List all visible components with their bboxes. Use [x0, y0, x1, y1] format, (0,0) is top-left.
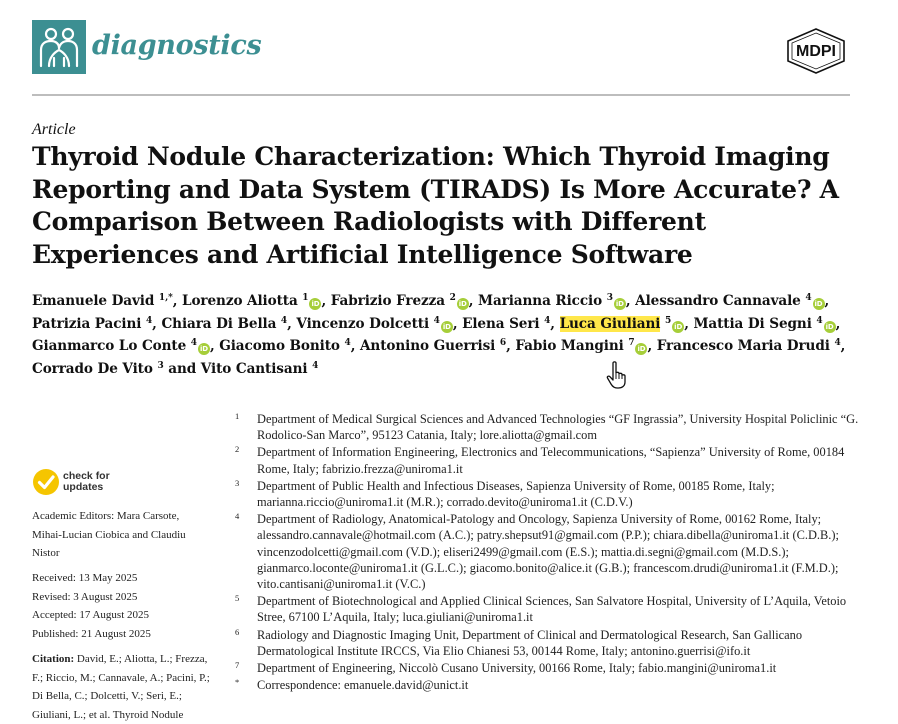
journal-logo-icon[interactable] [32, 20, 86, 74]
orcid-icon[interactable]: iD [199, 345, 208, 353]
affiliation-item [235, 593, 865, 625]
author-name: Vincenzo Dolcetti [296, 315, 430, 332]
affiliation-text: Radiology and Diagnostic Imaging Unit, Department of Clinical and Dermatological Research, San Gallicano Dermatological Institute IRCCS, Via Elio Chianesi 53, 00144 Rome, Italy; antonino.guerrisi@ifo.it [257, 627, 803, 658]
author-link[interactable] [182, 293, 321, 309]
publication-dates [32, 569, 210, 643]
affiliation-text: Department of Engineering, Niccolò Cusano University, 00166 Rome, Italy; fabio.mangini@uniroma1.it [257, 661, 777, 676]
affiliation-superscript: 2 [449, 293, 456, 303]
publisher-name: MDPI [796, 43, 836, 60]
author-separator: , [172, 293, 182, 309]
author-name: Patrizia Pacini [32, 315, 142, 332]
affiliation-marker: 5 [235, 593, 240, 604]
affiliation-superscript: 4 [312, 360, 319, 371]
citation-text: David, E.; Aliotta, L.; Frezza, F.; Riccio, M.; Cannavale, A.; Pacini, P.; Di Bella, C.; Dolcetti, V.; Seri, E.; Giuliani, L.; et al. Thyroid Nodule [32, 653, 210, 721]
author-separator: , [321, 293, 331, 309]
author-name: Lorenzo Aliotta [182, 293, 298, 309]
affiliation-text: Department of Medical Surgical Sciences and Advanced Technologies “GF Ingrassia”, University Hospital Policlinic “G. Rodolico-San Marco”, 95123 Catania, Italy; lore.aliotta@gmail.com [257, 412, 859, 443]
affiliation-superscript: 4 [280, 315, 288, 326]
author-link[interactable] [635, 293, 824, 309]
affiliation-marker: 1 [235, 411, 240, 421]
check-updates-line1: check for [63, 470, 110, 482]
mdpi-logo-icon[interactable] [782, 27, 850, 75]
affiliation-text: Department of Public Health and Infectious Diseases, Sapienza University of Rome, 00185 Rome, Italy; marianna.riccio@uniroma1.it (M.R.); corrado.devito@uniroma1.it (C.D.V.) [257, 478, 775, 510]
citation-block [32, 650, 214, 724]
orcid-icon[interactable]: iD [311, 300, 320, 308]
author-link[interactable] [32, 293, 173, 309]
orcid-icon[interactable]: iD [814, 300, 823, 308]
check-updates-icon [32, 468, 60, 496]
affiliation-superscript: 4 [834, 338, 841, 348]
affiliation-superscript: 3 [157, 360, 164, 371]
author-separator: , [452, 315, 463, 332]
author-name: Marianna Riccio [478, 293, 603, 309]
author-separator: , [209, 338, 220, 354]
affiliation-item [235, 511, 865, 592]
check-updates-label [63, 471, 110, 492]
author-link[interactable] [657, 338, 841, 354]
affiliation-item [235, 627, 865, 659]
author-link[interactable] [462, 316, 550, 332]
affiliation-superscript: 4 [344, 338, 351, 348]
check-for-updates-button[interactable] [32, 465, 152, 499]
author-link[interactable] [201, 361, 318, 377]
author-separator: , [840, 338, 846, 354]
author-separator: , [550, 315, 560, 332]
affiliation-text: Department of Biotechnological and Applied Clinical Sciences, San Salvatore Hospital, University of L’Aquila, Vetoio Stree, 67100 L’Aquila, Italy; luca.giuliani@uniroma1.it [257, 594, 847, 625]
academic-editors: Academic Editors: Mara Carsote, Mihai-Lucian Ciobica and Claudiu Nistor [32, 510, 186, 560]
author-name: Luca Giuliani [559, 315, 661, 332]
author-name: Gianmarco Lo Conte [32, 338, 187, 354]
author-separator: , [824, 293, 830, 309]
journal-name[interactable]: diagnostics [92, 30, 262, 61]
author-separator: and [163, 360, 201, 377]
author-name: Mattia Di Segni [693, 315, 812, 332]
affiliation-text: Department of Radiology, Anatomical-Patology and Oncology, Sapienza University of Rome, 00162 Rome, Italy; alessandro.cannavale@hotmail.com (A.C.); patry.shepsut91@gmail.com (P.P.); chiara.dibella@uniroma1.it (C.D.B.); vincenzodolcetti@gmail.com (V.D.); eliseri2499@gmail.com (E.S.); mattia.di.segni@gmail.com (M.D.S.); gianmarco.loconte@uniroma1.it (G.L.C.); giacomo.bonito@alice.it (G.B.); francescom.drudi@uniroma1.it (F.M.D.); vito.cantisani@uniroma1.it (V.C.) [257, 512, 839, 592]
affiliation-superscript: 4 [433, 315, 440, 326]
journal-header [0, 0, 898, 100]
author-link[interactable] [515, 338, 647, 354]
author-link[interactable] [32, 338, 210, 354]
affiliation-marker: 2 [235, 444, 240, 455]
accepted-date: Accepted: 17 August 2025 [32, 609, 150, 622]
affiliation-text: Correspondence: emanuele.david@unict.it [257, 678, 469, 693]
affiliation-superscript: 7 [628, 338, 635, 348]
author-link[interactable] [296, 316, 452, 332]
author-name: Alessandro Cannavale [635, 293, 801, 309]
author-separator: , [625, 293, 636, 309]
affiliation-marker: 7 [235, 660, 240, 671]
affiliations-list [235, 411, 865, 694]
received-date: Received: 13 May 2025 [32, 572, 138, 584]
revised-date: Revised: 3 August 2025 [32, 590, 138, 603]
author-name: Elena Seri [462, 315, 540, 332]
orcid-icon[interactable]: iD [458, 300, 467, 308]
header-divider [32, 94, 850, 96]
author-name: Fabio Mangini [515, 338, 624, 354]
affiliation-superscript: 6 [499, 338, 507, 348]
author-name: Giacomo Bonito [219, 338, 340, 354]
author-separator: , [152, 315, 162, 332]
author-name: Chiara Di Bella [161, 315, 277, 332]
affiliation-superscript: 5 [665, 315, 672, 326]
affiliation-superscript: 4 [544, 315, 551, 326]
author-name: Francesco Maria Drudi [656, 338, 830, 354]
orcid-icon[interactable]: iD [674, 322, 683, 331]
affiliation-superscript: 1,* [158, 293, 173, 303]
affiliation-superscript: 4 [805, 293, 812, 303]
author-separator: , [647, 338, 657, 354]
affiliation-text: Department of Information Engineering, Electronics and Telecommunications, “Sapienza” University of Rome, 00184 Rome, Italy; fabrizio.frezza@uniroma1.it [257, 445, 845, 476]
author-separator: , [468, 293, 479, 309]
author-link[interactable] [360, 338, 506, 354]
author-link[interactable] [32, 316, 152, 332]
affiliation-item [235, 677, 865, 693]
article-type-label: Article [32, 121, 76, 138]
hand-cursor-icon [605, 360, 631, 390]
author-name: Corrado De Vito [32, 360, 153, 377]
affiliation-marker: 3 [235, 477, 240, 488]
author-name: Fabrizio Frezza [330, 293, 445, 309]
author-separator: , [684, 315, 694, 332]
author-link[interactable] [693, 316, 835, 332]
affiliation-superscript: 4 [190, 338, 197, 348]
citation-label: Citation: [32, 653, 75, 665]
affiliation-superscript: 4 [816, 315, 823, 326]
author-link[interactable] [478, 293, 626, 309]
orcid-icon[interactable]: iD [442, 322, 451, 331]
orcid-icon[interactable]: iD [825, 322, 834, 331]
author-name: Antonino Guerrisi [359, 338, 496, 354]
author-name: Vito Cantisani [200, 360, 308, 377]
orcid-icon[interactable]: iD [615, 300, 624, 308]
author-link[interactable] [560, 316, 685, 332]
affiliation-superscript: 3 [606, 293, 613, 303]
author-link[interactable] [331, 293, 469, 309]
author-link[interactable] [32, 361, 164, 377]
affiliation-item [235, 478, 865, 510]
check-updates-line2: updates [63, 480, 104, 493]
author-name: Emanuele David [32, 293, 155, 309]
published-date: Published: 21 August 2025 [32, 627, 151, 640]
author-link[interactable] [161, 316, 287, 332]
author-separator: , [287, 315, 297, 332]
affiliation-item [235, 411, 865, 443]
author-separator: , [350, 338, 360, 354]
author-link[interactable] [219, 338, 350, 354]
affiliation-item [235, 444, 865, 476]
affiliation-superscript: 1 [302, 293, 309, 303]
author-separator: , [835, 315, 841, 332]
affiliation-item [235, 660, 865, 676]
affiliation-marker: * [235, 677, 240, 688]
affiliation-marker: 4 [235, 511, 240, 522]
author-list [32, 290, 872, 380]
affiliation-marker: 6 [235, 626, 240, 637]
orcid-icon[interactable]: iD [637, 345, 646, 353]
author-separator: , [506, 338, 516, 354]
affiliation-superscript: 4 [146, 315, 153, 326]
article-title: Thyroid Nodule Characterization: Which Thyroid Imaging Reporting and Data System (TIRADS) Is More Accurate? A Comparison Between Radiologists with Different Experiences and Artificial Intelligence Software [32, 142, 839, 269]
